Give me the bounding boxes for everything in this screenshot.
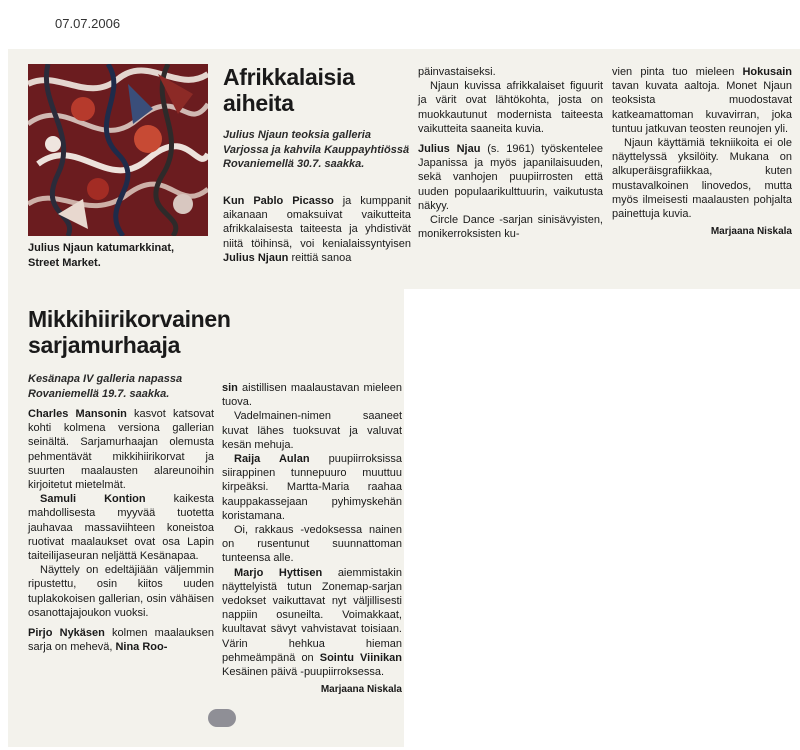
artist-name: Raija Aulan: [234, 453, 310, 466]
artist-name: Charles Mansonin: [28, 408, 127, 420]
article1-signature: Marjaana Niskala: [710, 226, 792, 238]
body-text: reittiä sanoa: [288, 251, 352, 264]
article1-column-1: [223, 194, 411, 265]
body-text: vien pinta tuo mieleen: [612, 66, 743, 78]
artist-name: Samuli Kontion: [40, 493, 146, 506]
artist-name: Sointu Viinikan: [319, 651, 402, 664]
body-text: kasvot katsovat kohti kolmena versiona gallerian seinältä. Sarjamurhaajan olemusta pehmentävät mikkihiirikorvat ja suurten maalausten alareunoihin kirjoitetut mietelmät.: [28, 408, 214, 492]
article1-lead: [223, 128, 413, 172]
paragraph: Vadelmainen-nimen saaneet kuvat lähes tuoksuvat ja valuvat kesän mehuja.: [222, 410, 402, 451]
clipping-date: 07.07.2006: [55, 16, 121, 31]
paragraph: Oi, rakkaus -vedoksessa nainen on rusentunut suunnattoman tunteensa alle.: [222, 524, 402, 565]
headline-line-1: Afrikkalaisia: [223, 64, 355, 90]
lead-line-1: Kesänapa IV galleria napassa: [28, 373, 183, 385]
image-caption: [28, 241, 174, 270]
lead-line-3: Rovaniemellä 30.7. saakka.: [223, 158, 365, 170]
artist-name: Marjo Hyttisen: [234, 566, 323, 579]
paragraph: päinvastaiseksi.: [418, 66, 496, 78]
body-text: ja kumppanit aikanaan omaksuivat vaikutteita afrikkalaisesta taiteesta ja yhdistivät niitä töihinsä, voi kenialaissyntyisen: [223, 195, 411, 250]
body-text: (s. 1961) työskentelee Japanissa ja myös japanilaisuuden, sekä vanhojen puupiirrosten että uuden populaarikulttuurin, vaikutusta näkyy.: [418, 143, 603, 212]
article1-headline: [223, 64, 355, 116]
article1-column-2: [418, 65, 603, 241]
body-text: tavan kuvata aaltoja. Monet Njaun teoksista muodostavat katkeamattoman kuvavirran, joka tuntuu jatkuvan teosten reunojen yli.: [612, 80, 792, 135]
lead-line-2: Varjossa ja kahvila Kauppayhtiössä: [223, 143, 410, 156]
article2-column-2: [222, 381, 402, 697]
caption-line-1: Julius Njaun katumarkkinat,: [28, 242, 175, 254]
body-text: puupiirroksissa siirappinen tunnepuuro muuttuu kirpeäksi. Martta-Maria raahaa kauppakassejaan pyhimyskehän koristamana.: [222, 453, 403, 522]
paragraph: Njaun kuvissa afrikkalaiset figuurit ja värit ovat lähtökohta, josta on muokkautunut modernista taiteesta vaikutteita saaneita kuvia.: [418, 80, 603, 135]
artist-name: Julius Njaun: [223, 251, 289, 264]
paragraph: Näyttely on edeltäjiään väljemmin ripustettu, osin kiitos uuden tuplakokoisen gallerian, osin vähäisen osanottajajoukon vuoksi.: [28, 564, 214, 619]
article2-headline: [28, 306, 231, 358]
artist-name: Hokusain: [742, 66, 792, 78]
headline-line-2: aiheita: [223, 90, 294, 116]
caption-line-2: Street Market.: [28, 256, 101, 269]
body-text: kolmen maalauksen sarja on mehevä,: [28, 627, 214, 654]
article1-column-3: [612, 65, 792, 239]
lead-line-1: Julius Njaun teoksia galleria: [223, 129, 371, 141]
body-text: aistillisen maalaustavan mieleen tuova.: [222, 382, 402, 409]
artist-name: Kun Pablo Picasso: [223, 195, 334, 207]
paragraph: Njaun käyttämiä tekniikoita ei ole näyttelyssä yksilöity. Mukana on alkuperäisgrafiikkaa, kuten mustavalkoinen linovedos, mutta myös ilmeisesti maalausten pohjalta painettuja kuvia.: [612, 137, 792, 221]
artist-name: Pirjo Nykäsen: [28, 627, 105, 640]
article2-lead: [28, 372, 218, 401]
abstract-painting-image: [28, 64, 208, 236]
article2-column-1: [28, 407, 214, 654]
street-market-painting-icon: [28, 64, 208, 236]
body-text: aiemmistakin näyttelyistä tutun Zonemap-sarjan vedokset vaikuttavat nyt väljillisesti nappiin osuneilta. Voimakkaat, kuultavat sävyt vahvistavat toisiaan. Värin hehkua hieman pehmeämpänä on: [222, 566, 402, 664]
ink-smudge-mark: [208, 709, 236, 727]
artist-name: Julius Njau: [418, 143, 481, 156]
body-text: Kesäinen päivä -puupiirroksessa.: [222, 666, 385, 679]
lead-line-2: Rovaniemellä 19.7. saakka.: [28, 387, 170, 400]
body-text: kaikesta mahdollisesta myyvää tuotetta jauhavaa massaviihteen koneistoa ruotivat maalaukset ovat osa Lapin taiteilijaseuran neljättä Kesänapaa.: [28, 493, 214, 563]
headline-line-1: Mikkihiirikorvainen: [28, 306, 231, 332]
artist-name: Nina Roo-: [115, 641, 168, 654]
article2-signature: Marjaana Niskala: [320, 684, 402, 696]
artist-name: sin: [222, 382, 238, 394]
paragraph: Circle Dance -sarjan sinisävyisten, monikerroksisten ku-: [418, 214, 603, 241]
headline-line-2: sarjamurhaaja: [28, 332, 181, 358]
